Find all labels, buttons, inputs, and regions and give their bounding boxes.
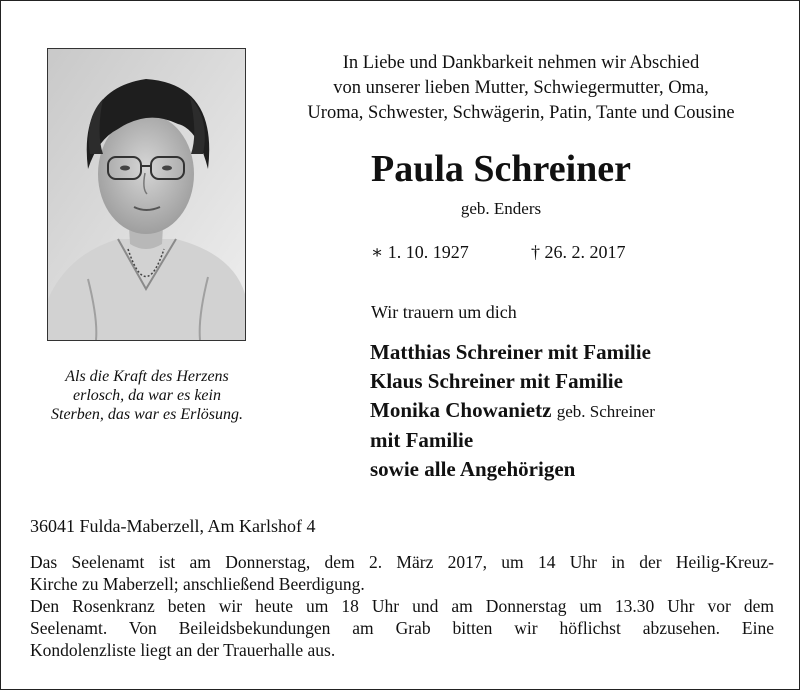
- info-line: Seelenamt. Von Beileidsbekundungen am Grab bitten wir höflichst abzusehen. Eine: [30, 618, 774, 638]
- signer-note: geb. Schreiner: [556, 402, 655, 421]
- birth-date: ∗ 1. 10. 1927: [371, 242, 469, 262]
- signer-name: Monika Chowanietz: [370, 398, 552, 422]
- signer-item: [370, 426, 790, 455]
- info-line: Kirche zu Maberzell; anschließend Beerdigung.: [30, 574, 365, 594]
- intro-line: von unserer lieben Mutter, Schwiegermutter, Oma,: [333, 78, 709, 98]
- death-date: † 26. 2. 2017: [531, 242, 626, 262]
- family-address: 36041 Fulda-Maberzell, Am Karlshof 4: [30, 516, 316, 536]
- deceased-name: Paula Schreiner: [370, 148, 631, 190]
- info-line: Den Rosenkranz beten wir heute um 18 Uhr und am Donnerstag um 13.30 Uhr vor dem: [30, 596, 774, 616]
- signer-name: Matthias Schreiner mit Familie: [370, 340, 651, 364]
- signer-item: [370, 338, 790, 367]
- mourning-intro: Wir trauern um dich: [371, 302, 517, 322]
- service-info: [30, 551, 774, 661]
- signer-name: Klaus Schreiner mit Familie: [370, 369, 623, 393]
- intro-line: In Liebe und Dankbarkeit nehmen wir Abschied: [342, 53, 700, 73]
- maiden-name: geb. Enders: [460, 199, 542, 218]
- info-line: Kondolenzliste liegt an der Trauerhalle aus.: [30, 640, 336, 660]
- portrait-photo: [47, 48, 246, 341]
- signers-list: [370, 338, 790, 484]
- signer-item: [370, 396, 790, 426]
- info-line: Das Seelenamt ist am Donnerstag, dem 2. März 2017, um 14 Uhr in der Heilig-Kreuz-: [30, 552, 774, 572]
- portrait-icon: [48, 49, 245, 340]
- farewell-intro: [271, 51, 771, 126]
- signer-name: sowie alle Angehörigen: [370, 457, 576, 481]
- intro-line: Uroma, Schwester, Schwägerin, Patin, Tante und Cousine: [307, 103, 735, 123]
- quote-line: Als die Kraft des Herzens: [65, 368, 229, 385]
- signer-name: mit Familie: [370, 428, 474, 452]
- quote-line: Sterben, das war es Erlösung.: [51, 406, 243, 423]
- signer-item: [370, 455, 790, 484]
- memorial-quote: [27, 367, 267, 424]
- quote-line: erlosch, da war es kein: [73, 387, 221, 404]
- signer-item: [370, 367, 790, 396]
